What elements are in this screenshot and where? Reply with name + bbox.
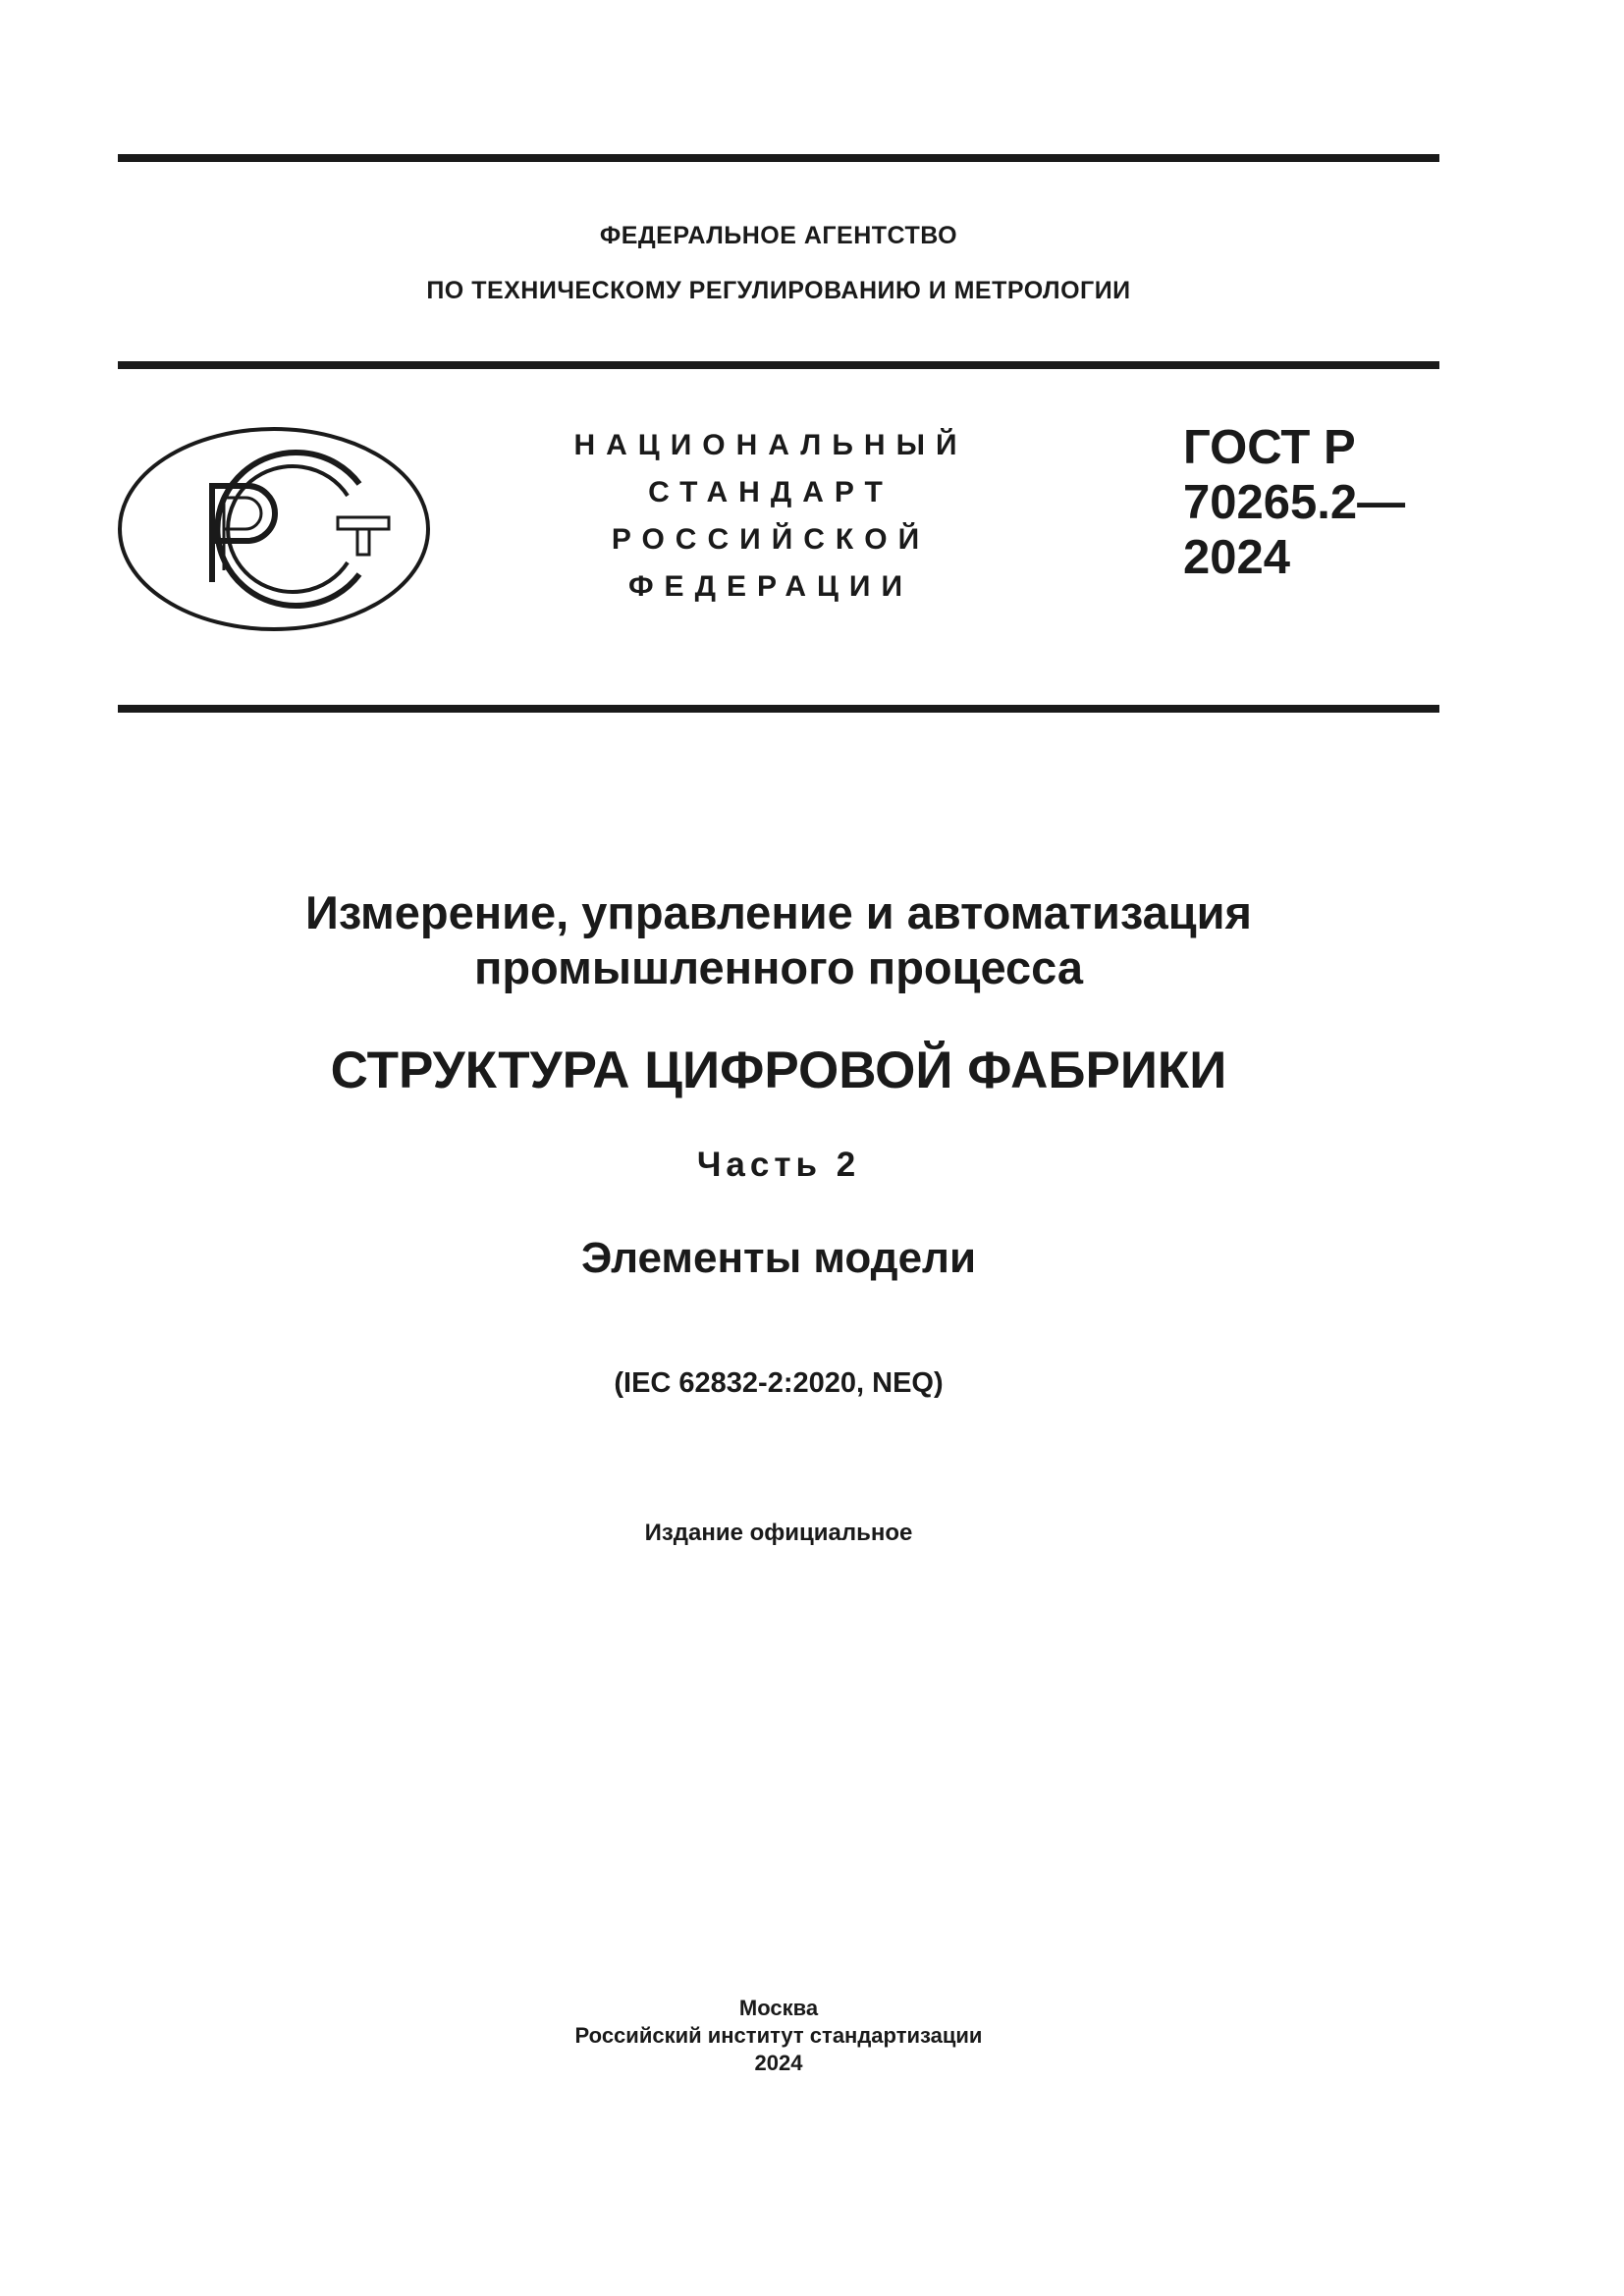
national-standard-line-2: СТАНДАРТ xyxy=(648,476,893,508)
national-standard-line-3: РОССИЙСКОЙ xyxy=(611,523,931,556)
title-line-2: промышленного процесса xyxy=(473,941,1084,993)
designation-line-1: ГОСТ Р xyxy=(1183,421,1356,474)
agency-name-line-1: ФЕДЕРАЛЬНОЕ АГЕНТСТВО xyxy=(599,222,958,249)
top-rule xyxy=(118,154,1439,162)
designation-line-3: 2024 xyxy=(1183,531,1291,584)
imprint-publisher: Российский институт стандартизации xyxy=(574,2023,983,2048)
national-standard-heading xyxy=(550,422,992,611)
international-reference: (IEC 62832-2:2020, NEQ) xyxy=(614,1367,944,1399)
document-part: Часть 2 xyxy=(696,1146,861,1184)
middle-rule xyxy=(118,361,1439,369)
title-line-1: Измерение, управление и автоматизация xyxy=(305,886,1252,938)
imprint-city: Москва xyxy=(738,1996,819,2020)
document-subtitle: Элементы модели xyxy=(580,1234,977,1282)
national-standard-line-4: ФЕДЕРАЦИИ xyxy=(627,570,914,603)
rst-certification-mark-icon xyxy=(116,425,432,633)
document-title-general xyxy=(118,885,1439,995)
bottom-header-rule xyxy=(118,705,1439,713)
imprint-year: 2024 xyxy=(754,2051,803,2075)
standard-designation xyxy=(1183,420,1405,585)
designation-line-2: 70265.2— xyxy=(1183,476,1406,529)
agency-name-line-2: ПО ТЕХНИЧЕСКОМУ РЕГУЛИРОВАНИЮ И МЕТРОЛОГИИ xyxy=(426,277,1131,304)
document-title-main: СТРУКТУРА ЦИФРОВОЙ ФАБРИКИ xyxy=(330,1041,1227,1099)
edition-note: Издание официальное xyxy=(644,1520,913,1546)
imprint xyxy=(118,1995,1439,2077)
national-standard-line-1: НАЦИОНАЛЬНЫЙ xyxy=(573,429,968,461)
